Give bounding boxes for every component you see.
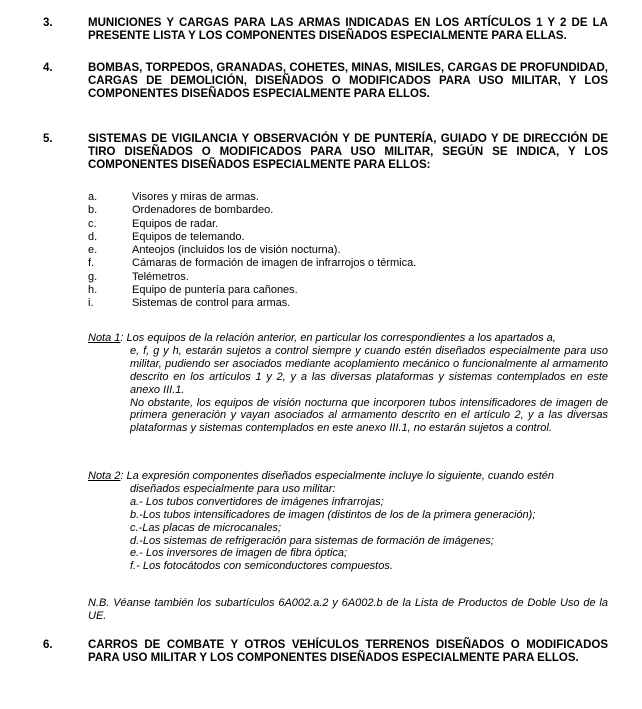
note-subitem: b.-Los tubos intensificadores de imagen (distintos de los de la primera generación);	[130, 508, 536, 521]
section-heading: MUNICIONES Y CARGAS PARA LAS ARMAS INDICADAS EN LOS ARTÍCULOS 1 Y 2 DE LA PRESENTE LISTA Y LOS COMPONENTES DISEÑADOS ESPECIALMENTE PARA ELLAS.	[88, 17, 608, 42]
note-subitem: c.-Las placas de microcanales;	[130, 521, 282, 534]
item-letter: g.	[88, 270, 98, 283]
item-text: Equipos de telemando.	[132, 230, 245, 243]
note-text-first: : Los equipos de la relación anterior, en particular los correspondientes a los apartados a,	[120, 332, 556, 344]
item-letter: a.	[88, 191, 98, 203]
list-item	[88, 218, 608, 231]
list-item	[88, 231, 608, 244]
list-item	[88, 257, 608, 270]
note-subitem: e.- Los inversores de imagen de fibra óptica;	[130, 547, 348, 560]
list-item	[88, 284, 608, 297]
item-text: Sistemas de control para armas.	[132, 297, 291, 310]
list-item	[88, 244, 608, 257]
note-label: Nota 2	[88, 470, 121, 482]
nb-text: N.B. Véanse también los subartículos 6A002.a.2 y 6A002.b de la Lista de Productos de Doble Uso de la UE.	[88, 597, 608, 622]
item-letter: b.	[88, 204, 98, 217]
note-2	[88, 470, 608, 573]
item-letter: f.	[88, 257, 95, 270]
list-item	[88, 204, 608, 217]
note-text-continuation: e, f, g y h, estarán sujetos a control siempre y cuando estén diseñados especialmente para uso militar, pudiendo ser asociados mediante acoplamiento mecánico o funcionalmente al armamento descrito en los artículos 1 y 2, y a las diversas plataformas y sistemas contemplados en este anexo III.1.	[130, 344, 608, 396]
equipment-list	[88, 191, 608, 311]
section-number: 4.	[43, 62, 53, 74]
section-heading: SISTEMAS DE VIGILANCIA Y OBSERVACIÓN Y DE PUNTERÍA, GUIADO Y DE DIRECCIÓN DE TIRO DISEÑADOS O MODIFICADOS PARA USO MILITAR, SEGÚN SE INDICA, Y LOS COMPONENTES DISEÑADOS ESPECIALMENTE PARA ELLOS:	[88, 133, 608, 171]
item-text: Anteojos (incluidos los de visión nocturna).	[132, 244, 341, 257]
item-letter: c.	[88, 217, 97, 230]
section-heading: CARROS DE COMBATE Y OTROS VEHÍCULOS TERRENOS DISEÑADOS O MODIFICADOS PARA USO MILITAR Y LOS COMPONENTES DISEÑADOS ESPECIALMENTE PARA ELLOS.	[88, 639, 608, 664]
note-label: Nota 1	[88, 332, 121, 344]
section-number: 6.	[43, 639, 53, 651]
list-item	[88, 297, 608, 310]
item-text: Ordenadores de bombardeo.	[132, 204, 274, 217]
note-subitems	[88, 496, 608, 573]
note-subitem: a.- Los tubos convertidores de imágenes infrarrojas;	[130, 495, 384, 508]
section-number: 3.	[43, 17, 53, 29]
note-text-first: : La expresión componentes diseñados especialmente incluye lo siguiente, cuando estén	[120, 470, 554, 482]
item-letter: i.	[88, 297, 94, 310]
section-heading: BOMBAS, TORPEDOS, GRANADAS, COHETES, MINAS, MISILES, CARGAS DE PROFUNDIDAD, CARGAS DE DEMOLICIÓN, DISEÑADOS O MODIFICADOS PARA USO MILITAR, Y LOS COMPONENTES DISEÑADOS ESPECIALMENTE PARA ELLOS.	[88, 62, 608, 100]
note-text-continuation: diseñados especialmente para uso militar:	[130, 482, 336, 495]
item-letter: e.	[88, 244, 98, 257]
item-letter: h.	[88, 284, 98, 297]
note-text-second: No obstante, los equipos de visión nocturna que incorporen tubos intensificadores de imagen de primera generación y vayan asociados al armamento descrito en el artículo 2, y a las diversas plataformas y sistemas contemplados en este anexo III.1, no estarán sujetos a control.	[130, 396, 608, 435]
nb-note	[88, 597, 608, 623]
list-item	[88, 271, 608, 284]
section-number: 5.	[43, 133, 53, 145]
note-1	[88, 332, 608, 435]
note-subitem: f.- Los fotocátodos con semiconductores compuestos.	[130, 560, 393, 573]
item-letter: d.	[88, 230, 98, 243]
item-text: Visores y miras de armas.	[132, 191, 259, 203]
note-subitem: d.-Los sistemas de refrigeración para sistemas de formación de imágenes;	[130, 534, 494, 547]
item-text: Cámaras de formación de imagen de infrarrojos o térmica.	[132, 257, 417, 270]
item-text: Telémetros.	[132, 270, 189, 283]
item-text: Equipo de puntería para cañones.	[132, 284, 298, 297]
item-text: Equipos de radar.	[132, 217, 219, 230]
list-item	[88, 191, 608, 204]
